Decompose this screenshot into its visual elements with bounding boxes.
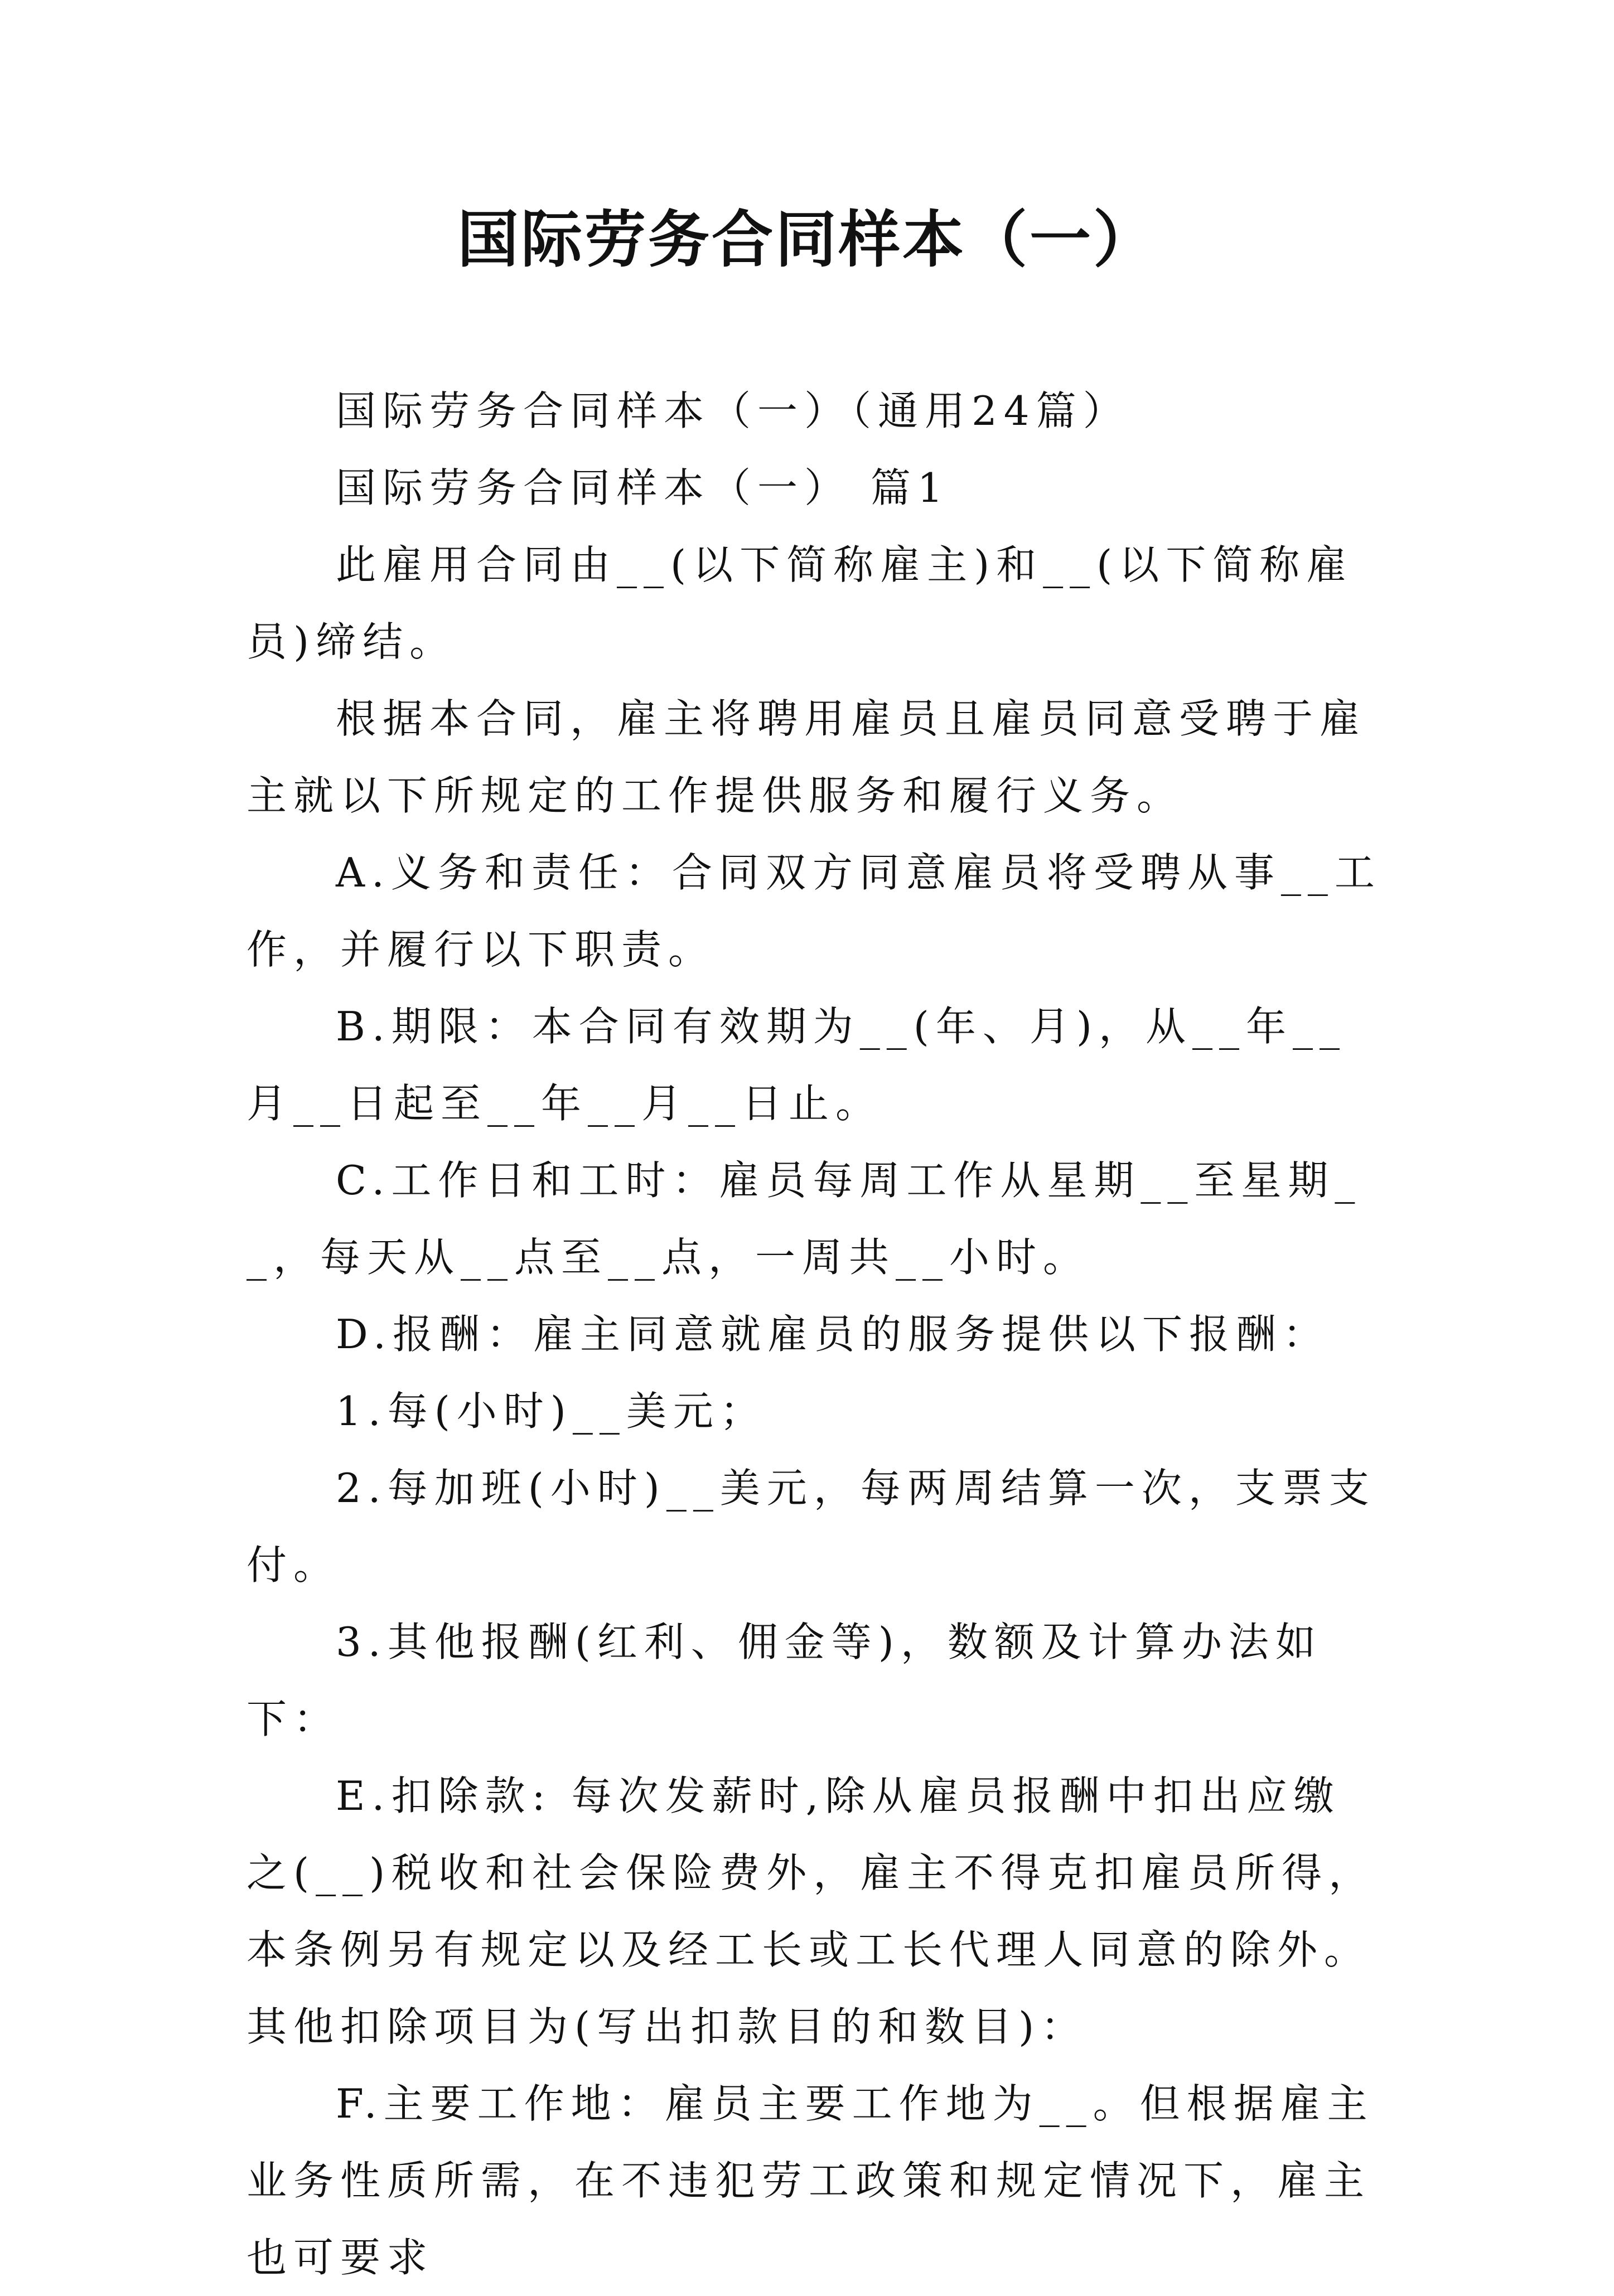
- document-subtitle: 国际劳务合同样本（一）（通用24篇）: [336, 387, 1130, 434]
- document-title: 国际劳务合同样本（一）: [457, 204, 1157, 275]
- paragraph: 此雇用合同由__(以下简称雇主)和__(以下简称雇员)缔结。: [247, 541, 1354, 665]
- paragraph-clause-f: F.主要工作地：雇员主要工作地为__。但根据雇主业务性质所需，在不违犯劳工政策和规定情况下，雇主也可要求: [247, 2080, 1374, 2281]
- paragraph-clause-b: B.期限：本合同有效期为__(年、月)，从__年__月__日起至__年__月__日止。: [247, 1003, 1346, 1127]
- list-item: 3.其他报酬(红利、佣金等)，数额及计算办法如下：: [247, 1619, 1322, 1742]
- document-body: [247, 372, 1384, 2296]
- paragraph-clause-e: E.扣除款: 每次发薪时,除从雇员报酬中扣出应缴之(__)税收和社会保险费外，雇主不得克扣雇员所得，本条例另有规定以及经工长或工长代理人同意的除外。其他扣除项目为(写出扣款目的和数目)：: [247, 1772, 1376, 2050]
- paragraph: 根据本合同，雇主将聘用雇员且雇员同意受聘于雇主就以下所规定的工作提供服务和履行义务。: [247, 695, 1367, 819]
- section-heading: 国际劳务合同样本（一） 篇1: [336, 464, 950, 511]
- list-item: 2.每加班(小时)__美元，每两周结算一次，支票支付。: [247, 1465, 1376, 1588]
- paragraph-clause-c: C.工作日和工时：雇员每周工作从星期__至星期__，每天从__点至__点，一周共__小时。: [247, 1157, 1362, 1281]
- paragraph-clause-a: A.义务和责任：合同双方同意雇员将受聘从事__工作，并履行以下职责。: [247, 849, 1381, 973]
- list-item: 1.每(小时)__美元；: [336, 1388, 767, 1435]
- paragraph-clause-d: D.报酬：雇主同意就雇员的服务提供以下报酬：: [336, 1311, 1330, 1358]
